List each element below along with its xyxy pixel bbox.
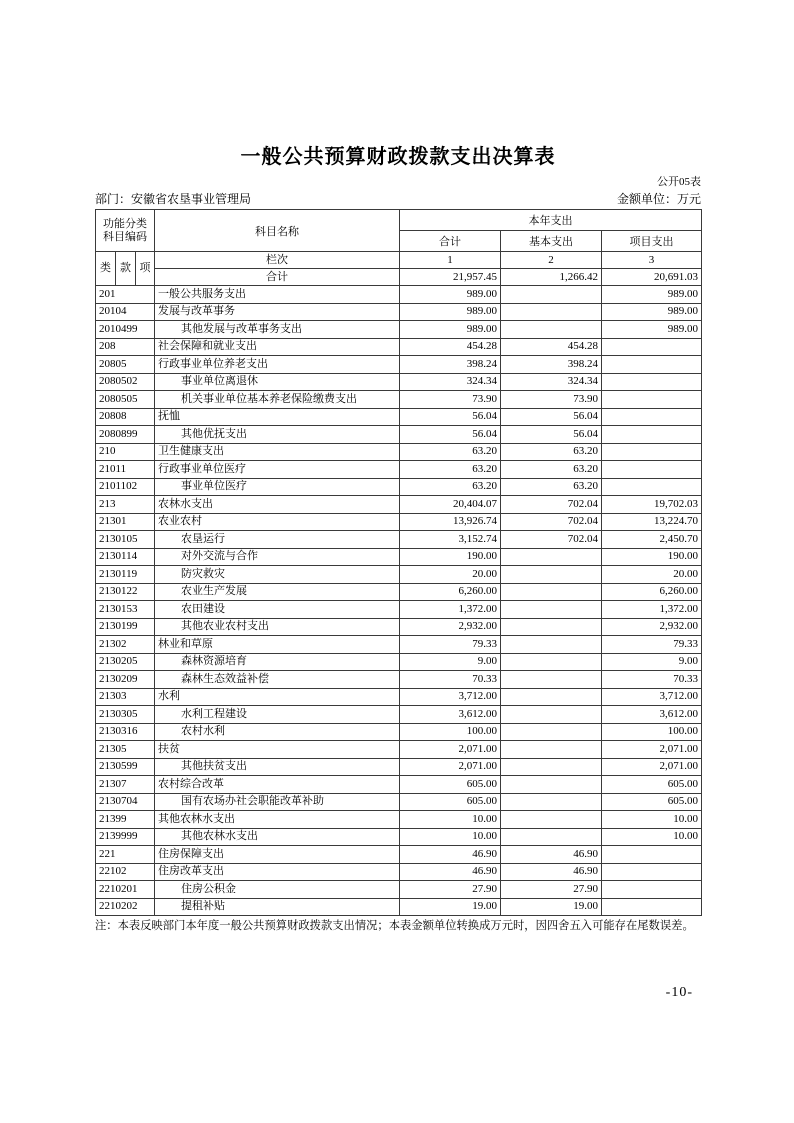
row-total: 63.20 bbox=[400, 443, 501, 461]
row-code: 21307 bbox=[96, 776, 155, 794]
table-row bbox=[96, 426, 702, 444]
row-name: 其他扶贫支出 bbox=[155, 758, 400, 776]
table-row bbox=[96, 286, 702, 304]
row-basic: 63.20 bbox=[501, 443, 602, 461]
row-basic bbox=[501, 706, 602, 724]
row-project: 2,071.00 bbox=[602, 758, 702, 776]
row-name: 水利工程建设 bbox=[155, 706, 400, 724]
row-code: 20805 bbox=[96, 356, 155, 374]
row-code: 21301 bbox=[96, 513, 155, 531]
row-basic: 46.90 bbox=[501, 846, 602, 864]
row-total: 6,260.00 bbox=[400, 583, 501, 601]
row-total: 3,152.74 bbox=[400, 531, 501, 549]
row-basic: 73.90 bbox=[501, 391, 602, 409]
row-code: 2130153 bbox=[96, 601, 155, 619]
row-total: 19.00 bbox=[400, 898, 501, 916]
row-code: 21303 bbox=[96, 688, 155, 706]
row-name: 水利 bbox=[155, 688, 400, 706]
row-name: 对外交流与合作 bbox=[155, 548, 400, 566]
row-name: 其他发展与改革事务支出 bbox=[155, 321, 400, 339]
row-basic bbox=[501, 303, 602, 321]
row-basic: 324.34 bbox=[501, 373, 602, 391]
row-total: 10.00 bbox=[400, 828, 501, 846]
row-code: 208 bbox=[96, 338, 155, 356]
table-row bbox=[96, 338, 702, 356]
row-basic bbox=[501, 583, 602, 601]
row-total: 27.90 bbox=[400, 881, 501, 899]
footnote: 注：本表反映部门本年度一般公共预算财政拨款支出情况；本表金额单位转换成万元时，因四舍五入可能存在尾数误差。 bbox=[95, 920, 694, 932]
grand-total-project: 20,691.03 bbox=[602, 269, 702, 286]
grand-total-basic: 1,266.42 bbox=[501, 269, 602, 286]
header-subject-name: 科目名称 bbox=[155, 210, 400, 252]
row-project: 605.00 bbox=[602, 776, 702, 794]
row-project bbox=[602, 461, 702, 479]
row-basic: 63.20 bbox=[501, 461, 602, 479]
row-project bbox=[602, 478, 702, 496]
row-basic: 398.24 bbox=[501, 356, 602, 374]
row-code: 21302 bbox=[96, 636, 155, 654]
row-code: 21011 bbox=[96, 461, 155, 479]
table-row bbox=[96, 723, 702, 741]
row-total: 324.34 bbox=[400, 373, 501, 391]
row-code: 2101102 bbox=[96, 478, 155, 496]
row-project: 10.00 bbox=[602, 828, 702, 846]
row-project bbox=[602, 443, 702, 461]
row-total: 100.00 bbox=[400, 723, 501, 741]
table-row bbox=[96, 671, 702, 689]
row-total: 190.00 bbox=[400, 548, 501, 566]
row-basic bbox=[501, 723, 602, 741]
row-project: 100.00 bbox=[602, 723, 702, 741]
row-project: 2,450.70 bbox=[602, 531, 702, 549]
row-code: 221 bbox=[96, 846, 155, 864]
table-row bbox=[96, 373, 702, 391]
row-total: 20.00 bbox=[400, 566, 501, 584]
row-basic: 702.04 bbox=[501, 531, 602, 549]
table-row bbox=[96, 636, 702, 654]
row-name: 抚恤 bbox=[155, 408, 400, 426]
row-name: 防灾救灾 bbox=[155, 566, 400, 584]
row-name: 农业生产发展 bbox=[155, 583, 400, 601]
row-name: 住房改革支出 bbox=[155, 863, 400, 881]
row-name: 农垦运行 bbox=[155, 531, 400, 549]
row-total: 70.33 bbox=[400, 671, 501, 689]
row-project bbox=[602, 863, 702, 881]
row-basic bbox=[501, 618, 602, 636]
table-row bbox=[96, 828, 702, 846]
row-total: 79.33 bbox=[400, 636, 501, 654]
row-basic bbox=[501, 653, 602, 671]
row-code: 2130704 bbox=[96, 793, 155, 811]
table-row bbox=[96, 303, 702, 321]
row-code: 2130209 bbox=[96, 671, 155, 689]
row-code: 2210201 bbox=[96, 881, 155, 899]
table-row bbox=[96, 898, 702, 916]
row-name: 行政事业单位医疗 bbox=[155, 461, 400, 479]
row-name: 住房公积金 bbox=[155, 881, 400, 899]
table-row bbox=[96, 408, 702, 426]
row-code: 2210202 bbox=[96, 898, 155, 916]
row-name: 农业农村 bbox=[155, 513, 400, 531]
rank-value-2: 2 bbox=[501, 252, 602, 269]
row-project bbox=[602, 338, 702, 356]
row-code: 2130105 bbox=[96, 531, 155, 549]
row-project bbox=[602, 391, 702, 409]
row-total: 3,712.00 bbox=[400, 688, 501, 706]
table-row bbox=[96, 478, 702, 496]
row-basic bbox=[501, 636, 602, 654]
row-project bbox=[602, 881, 702, 899]
row-basic bbox=[501, 811, 602, 829]
meta-row bbox=[95, 192, 701, 207]
row-total: 56.04 bbox=[400, 408, 501, 426]
row-total: 13,926.74 bbox=[400, 513, 501, 531]
table-row bbox=[96, 461, 702, 479]
row-name: 农村综合改革 bbox=[155, 776, 400, 794]
table-row bbox=[96, 776, 702, 794]
table-row bbox=[96, 846, 702, 864]
row-project: 70.33 bbox=[602, 671, 702, 689]
row-project bbox=[602, 898, 702, 916]
unit-label: 金额单位：万元 bbox=[616, 192, 701, 206]
row-code: 2130316 bbox=[96, 723, 155, 741]
row-project: 79.33 bbox=[602, 636, 702, 654]
table-body bbox=[96, 252, 702, 916]
row-project bbox=[602, 408, 702, 426]
row-name: 发展与改革事务 bbox=[155, 303, 400, 321]
header-col-total: 合计 bbox=[400, 231, 501, 252]
row-project: 605.00 bbox=[602, 793, 702, 811]
row-total: 3,612.00 bbox=[400, 706, 501, 724]
row-basic bbox=[501, 758, 602, 776]
rank-value-1: 1 bbox=[400, 252, 501, 269]
rank-row bbox=[96, 252, 702, 269]
row-total: 989.00 bbox=[400, 286, 501, 304]
table-row bbox=[96, 881, 702, 899]
row-name: 农村水利 bbox=[155, 723, 400, 741]
table-row bbox=[96, 583, 702, 601]
row-basic: 19.00 bbox=[501, 898, 602, 916]
row-name: 森林生态效益补偿 bbox=[155, 671, 400, 689]
row-basic: 702.04 bbox=[501, 496, 602, 514]
department-label: 部门：安徽省农垦事业管理局 bbox=[95, 192, 252, 206]
table-row bbox=[96, 741, 702, 759]
header-year-expense: 本年支出 bbox=[400, 210, 702, 231]
row-project: 10.00 bbox=[602, 811, 702, 829]
row-project bbox=[602, 373, 702, 391]
row-total: 73.90 bbox=[400, 391, 501, 409]
row-code: 2130119 bbox=[96, 566, 155, 584]
row-total: 63.20 bbox=[400, 478, 501, 496]
row-project bbox=[602, 846, 702, 864]
row-code: 2130122 bbox=[96, 583, 155, 601]
table-code-label: 公开05表 bbox=[657, 176, 701, 188]
row-total: 46.90 bbox=[400, 846, 501, 864]
table-row bbox=[96, 688, 702, 706]
row-project bbox=[602, 426, 702, 444]
row-name: 一般公共服务支出 bbox=[155, 286, 400, 304]
row-project: 190.00 bbox=[602, 548, 702, 566]
code-sub-section: 款 bbox=[116, 252, 136, 286]
table-row bbox=[96, 601, 702, 619]
row-name: 其他农林水支出 bbox=[155, 828, 400, 846]
table-row bbox=[96, 531, 702, 549]
row-basic bbox=[501, 776, 602, 794]
table-row bbox=[96, 513, 702, 531]
table-row bbox=[96, 496, 702, 514]
row-code: 2130305 bbox=[96, 706, 155, 724]
row-project: 3,612.00 bbox=[602, 706, 702, 724]
row-basic bbox=[501, 321, 602, 339]
row-code: 22102 bbox=[96, 863, 155, 881]
row-total: 1,372.00 bbox=[400, 601, 501, 619]
header-code-group: 功能分类 科目编码 bbox=[96, 210, 155, 252]
row-name: 事业单位离退休 bbox=[155, 373, 400, 391]
row-project: 1,372.00 bbox=[602, 601, 702, 619]
row-basic bbox=[501, 671, 602, 689]
row-basic: 46.90 bbox=[501, 863, 602, 881]
row-code: 210 bbox=[96, 443, 155, 461]
row-code: 2139999 bbox=[96, 828, 155, 846]
row-basic bbox=[501, 793, 602, 811]
row-code: 20104 bbox=[96, 303, 155, 321]
row-total: 9.00 bbox=[400, 653, 501, 671]
table-row bbox=[96, 706, 702, 724]
row-project: 20.00 bbox=[602, 566, 702, 584]
row-project: 6,260.00 bbox=[602, 583, 702, 601]
code-sub-item: 项 bbox=[136, 252, 155, 286]
table-row bbox=[96, 566, 702, 584]
row-code: 2130599 bbox=[96, 758, 155, 776]
row-name: 农田建设 bbox=[155, 601, 400, 619]
table-row bbox=[96, 863, 702, 881]
row-name: 森林资源培育 bbox=[155, 653, 400, 671]
row-total: 989.00 bbox=[400, 303, 501, 321]
row-total: 56.04 bbox=[400, 426, 501, 444]
row-code: 213 bbox=[96, 496, 155, 514]
table-row bbox=[96, 793, 702, 811]
rank-label: 栏次 bbox=[155, 252, 400, 269]
row-basic bbox=[501, 286, 602, 304]
row-basic bbox=[501, 741, 602, 759]
row-name: 农林水支出 bbox=[155, 496, 400, 514]
row-total: 2,071.00 bbox=[400, 741, 501, 759]
page-number: -10- bbox=[665, 985, 693, 1000]
row-code: 2130114 bbox=[96, 548, 155, 566]
row-code: 2080505 bbox=[96, 391, 155, 409]
table-row bbox=[96, 618, 702, 636]
row-project: 989.00 bbox=[602, 303, 702, 321]
row-total: 2,071.00 bbox=[400, 758, 501, 776]
row-basic: 63.20 bbox=[501, 478, 602, 496]
row-project: 2,071.00 bbox=[602, 741, 702, 759]
row-total: 454.28 bbox=[400, 338, 501, 356]
row-name: 其他农业农村支出 bbox=[155, 618, 400, 636]
row-total: 46.90 bbox=[400, 863, 501, 881]
row-code: 2080502 bbox=[96, 373, 155, 391]
budget-table bbox=[95, 209, 702, 916]
table-row bbox=[96, 391, 702, 409]
document-content bbox=[95, 0, 701, 1001]
row-name: 其他优抚支出 bbox=[155, 426, 400, 444]
row-name: 其他农林水支出 bbox=[155, 811, 400, 829]
row-code: 20808 bbox=[96, 408, 155, 426]
row-basic: 56.04 bbox=[501, 426, 602, 444]
row-name: 林业和草原 bbox=[155, 636, 400, 654]
row-basic: 27.90 bbox=[501, 881, 602, 899]
row-name: 社会保障和就业支出 bbox=[155, 338, 400, 356]
row-name: 国有农场办社会职能改革补助 bbox=[155, 793, 400, 811]
header-col-project: 项目支出 bbox=[602, 231, 702, 252]
row-project: 9.00 bbox=[602, 653, 702, 671]
row-code: 2130199 bbox=[96, 618, 155, 636]
row-name: 住房保障支出 bbox=[155, 846, 400, 864]
row-name: 机关事业单位基本养老保险缴费支出 bbox=[155, 391, 400, 409]
row-total: 10.00 bbox=[400, 811, 501, 829]
table-row bbox=[96, 811, 702, 829]
row-basic bbox=[501, 601, 602, 619]
table-row bbox=[96, 653, 702, 671]
rank-value-3: 3 bbox=[602, 252, 702, 269]
row-project: 19,702.03 bbox=[602, 496, 702, 514]
row-total: 63.20 bbox=[400, 461, 501, 479]
row-basic bbox=[501, 566, 602, 584]
row-name: 提租补贴 bbox=[155, 898, 400, 916]
row-basic: 56.04 bbox=[501, 408, 602, 426]
row-total: 20,404.07 bbox=[400, 496, 501, 514]
row-project: 989.00 bbox=[602, 321, 702, 339]
table-row bbox=[96, 356, 702, 374]
grand-total-label: 合计 bbox=[155, 269, 400, 286]
row-project: 3,712.00 bbox=[602, 688, 702, 706]
table-row bbox=[96, 548, 702, 566]
row-basic bbox=[501, 688, 602, 706]
row-code: 201 bbox=[96, 286, 155, 304]
row-basic bbox=[501, 828, 602, 846]
row-name: 卫生健康支出 bbox=[155, 443, 400, 461]
row-total: 605.00 bbox=[400, 776, 501, 794]
header-col-basic: 基本支出 bbox=[501, 231, 602, 252]
row-name: 事业单位医疗 bbox=[155, 478, 400, 496]
table-row bbox=[96, 321, 702, 339]
row-code: 21305 bbox=[96, 741, 155, 759]
row-total: 398.24 bbox=[400, 356, 501, 374]
table-row bbox=[96, 443, 702, 461]
row-name: 扶贫 bbox=[155, 741, 400, 759]
table-row bbox=[96, 758, 702, 776]
header-row-1 bbox=[96, 210, 702, 231]
row-project: 989.00 bbox=[602, 286, 702, 304]
row-code: 2010499 bbox=[96, 321, 155, 339]
row-total: 989.00 bbox=[400, 321, 501, 339]
row-project: 13,224.70 bbox=[602, 513, 702, 531]
row-total: 605.00 bbox=[400, 793, 501, 811]
grand-total-total: 21,957.45 bbox=[400, 269, 501, 286]
row-basic: 454.28 bbox=[501, 338, 602, 356]
row-code: 2130205 bbox=[96, 653, 155, 671]
grand-total-row bbox=[96, 269, 702, 286]
row-project bbox=[602, 356, 702, 374]
row-basic: 702.04 bbox=[501, 513, 602, 531]
row-code: 21399 bbox=[96, 811, 155, 829]
row-project: 2,932.00 bbox=[602, 618, 702, 636]
row-total: 2,932.00 bbox=[400, 618, 501, 636]
row-name: 行政事业单位养老支出 bbox=[155, 356, 400, 374]
row-basic bbox=[501, 548, 602, 566]
row-code: 2080899 bbox=[96, 426, 155, 444]
code-sub-class: 类 bbox=[96, 252, 116, 286]
page-title: 一般公共预算财政拨款支出决算表 bbox=[240, 146, 556, 168]
